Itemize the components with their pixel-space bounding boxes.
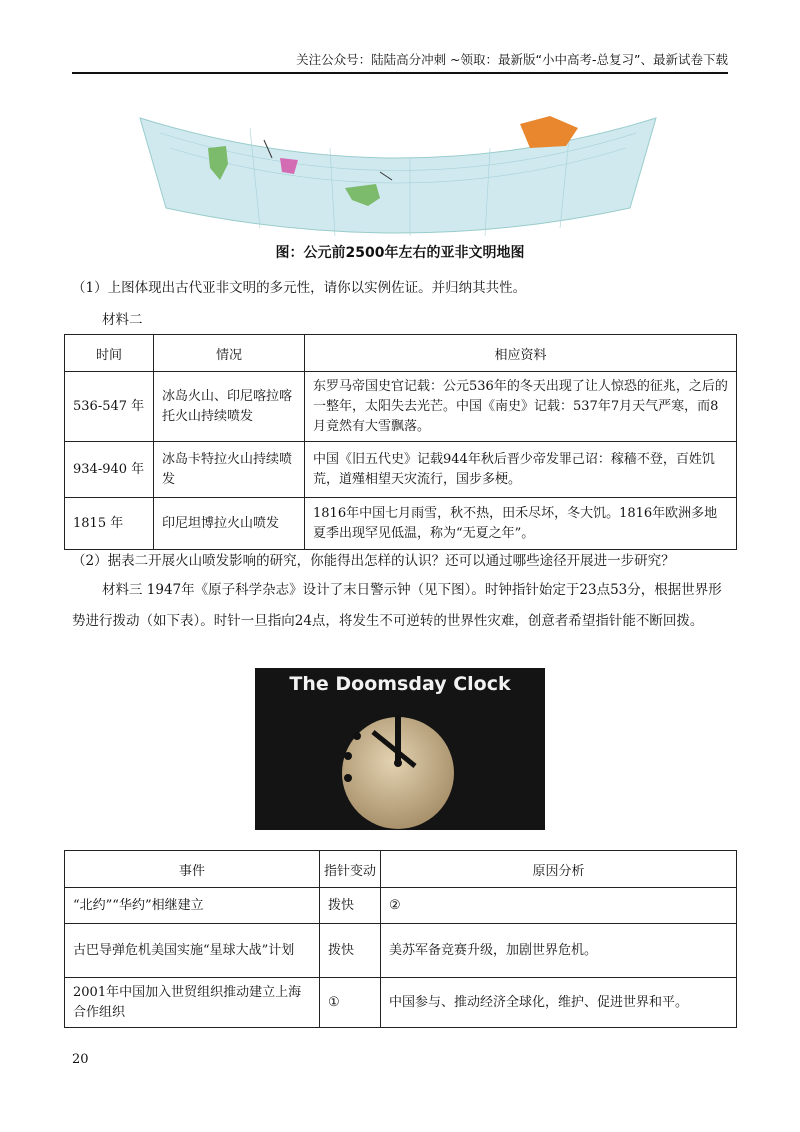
material-3-text: 材料三 1947年《原子科学杂志》设计了末日警示钟（见下图）。时钟指针始定于23点53分，根据世界形势进行拨动（如下表）。时针一旦指向24点，将发生不可逆转的世界性灾难，创意者希望指针能不断回拨。 — [72, 582, 722, 629]
cell-reason: ② — [381, 888, 737, 924]
col-time: 时间 — [65, 335, 154, 372]
asia-africa-civilization-map — [130, 88, 666, 236]
table-row — [65, 888, 737, 924]
cell-situation: 冰岛火山、印尼喀拉喀托火山持续喷发 — [154, 372, 305, 442]
cell-event: “北约”“华约”相继建立 — [65, 888, 320, 924]
cell-reason: 中国参与、推动经济全球化，维护、促进世界和平。 — [381, 978, 737, 1028]
col-info: 相应资料 — [305, 335, 737, 372]
cell-situation: 冰岛卡特拉火山持续喷发 — [154, 442, 305, 498]
cell-situation: 印尼坦博拉火山喷发 — [154, 498, 305, 550]
cell-event: 2001年中国加入世贸组织推动建立上海合作组织 — [65, 978, 320, 1028]
cell-info: 中国《旧五代史》记载944年秋后晋少帝发罪己诏：稼穑不登，百姓饥荒，道殣相望天灾流行，国步多梗。 — [305, 442, 737, 498]
cell-change: 拨快 — [320, 924, 381, 978]
page-number: 20 — [72, 1052, 89, 1067]
cell-info: 东罗马帝国史官记载：公元536年的冬天出现了让人惊恐的征兆，之后的一整年，太阳失去光芒。中国《南史》记载：537年7月天气严寒，而8月竟然有大雪飘落。 — [305, 372, 737, 442]
cell-time: 536-547 年 — [65, 372, 154, 442]
map-caption: 图：公元前2500年左右的亚非文明地图 — [275, 245, 525, 261]
volcano-table — [64, 334, 737, 550]
col-event: 事件 — [65, 851, 320, 888]
question-1: （1）上图体现出古代亚非文明的多元性，请你以实例佐证。并归纳其共性。 — [72, 280, 527, 296]
doomsday-table — [64, 850, 737, 1028]
cell-change: 拨快 — [320, 888, 381, 924]
cell-time: 1815 年 — [65, 498, 154, 550]
material-2-label: 材料二 — [102, 312, 143, 328]
col-reason: 原因分析 — [381, 851, 737, 888]
cell-time: 934-940 年 — [65, 442, 154, 498]
col-change: 指针变动 — [320, 851, 381, 888]
col-situation: 情况 — [154, 335, 305, 372]
cell-event: 古巴导弹危机美国实施“星球大战”计划 — [65, 924, 320, 978]
table-row — [65, 442, 737, 498]
cell-change: ① — [320, 978, 381, 1028]
table-row — [65, 978, 737, 1028]
table-row — [65, 924, 737, 978]
table-row — [65, 498, 737, 550]
clock-title: The Doomsday Clock — [289, 673, 511, 695]
question-2: （2）据表二开展火山喷发影响的研究，你能得出怎样的认识？还可以通过哪些途径开展进一步研究？ — [72, 553, 675, 569]
doomsday-clock-image — [255, 668, 545, 830]
table-row — [65, 372, 737, 442]
page-header: 关注公众号：陆陆高分冲刺 ~领取：最新版“小中高考-总复习”、最新试卷下载 — [72, 50, 728, 74]
cell-reason: 美苏军备竞赛升级，加剧世界危机。 — [381, 924, 737, 978]
cell-info: 1816年中国七月雨雪，秋不热，田禾尽坏，冬大饥。1816年欧洲多地夏季出现罕见低温，称为“无夏之年”。 — [305, 498, 737, 550]
